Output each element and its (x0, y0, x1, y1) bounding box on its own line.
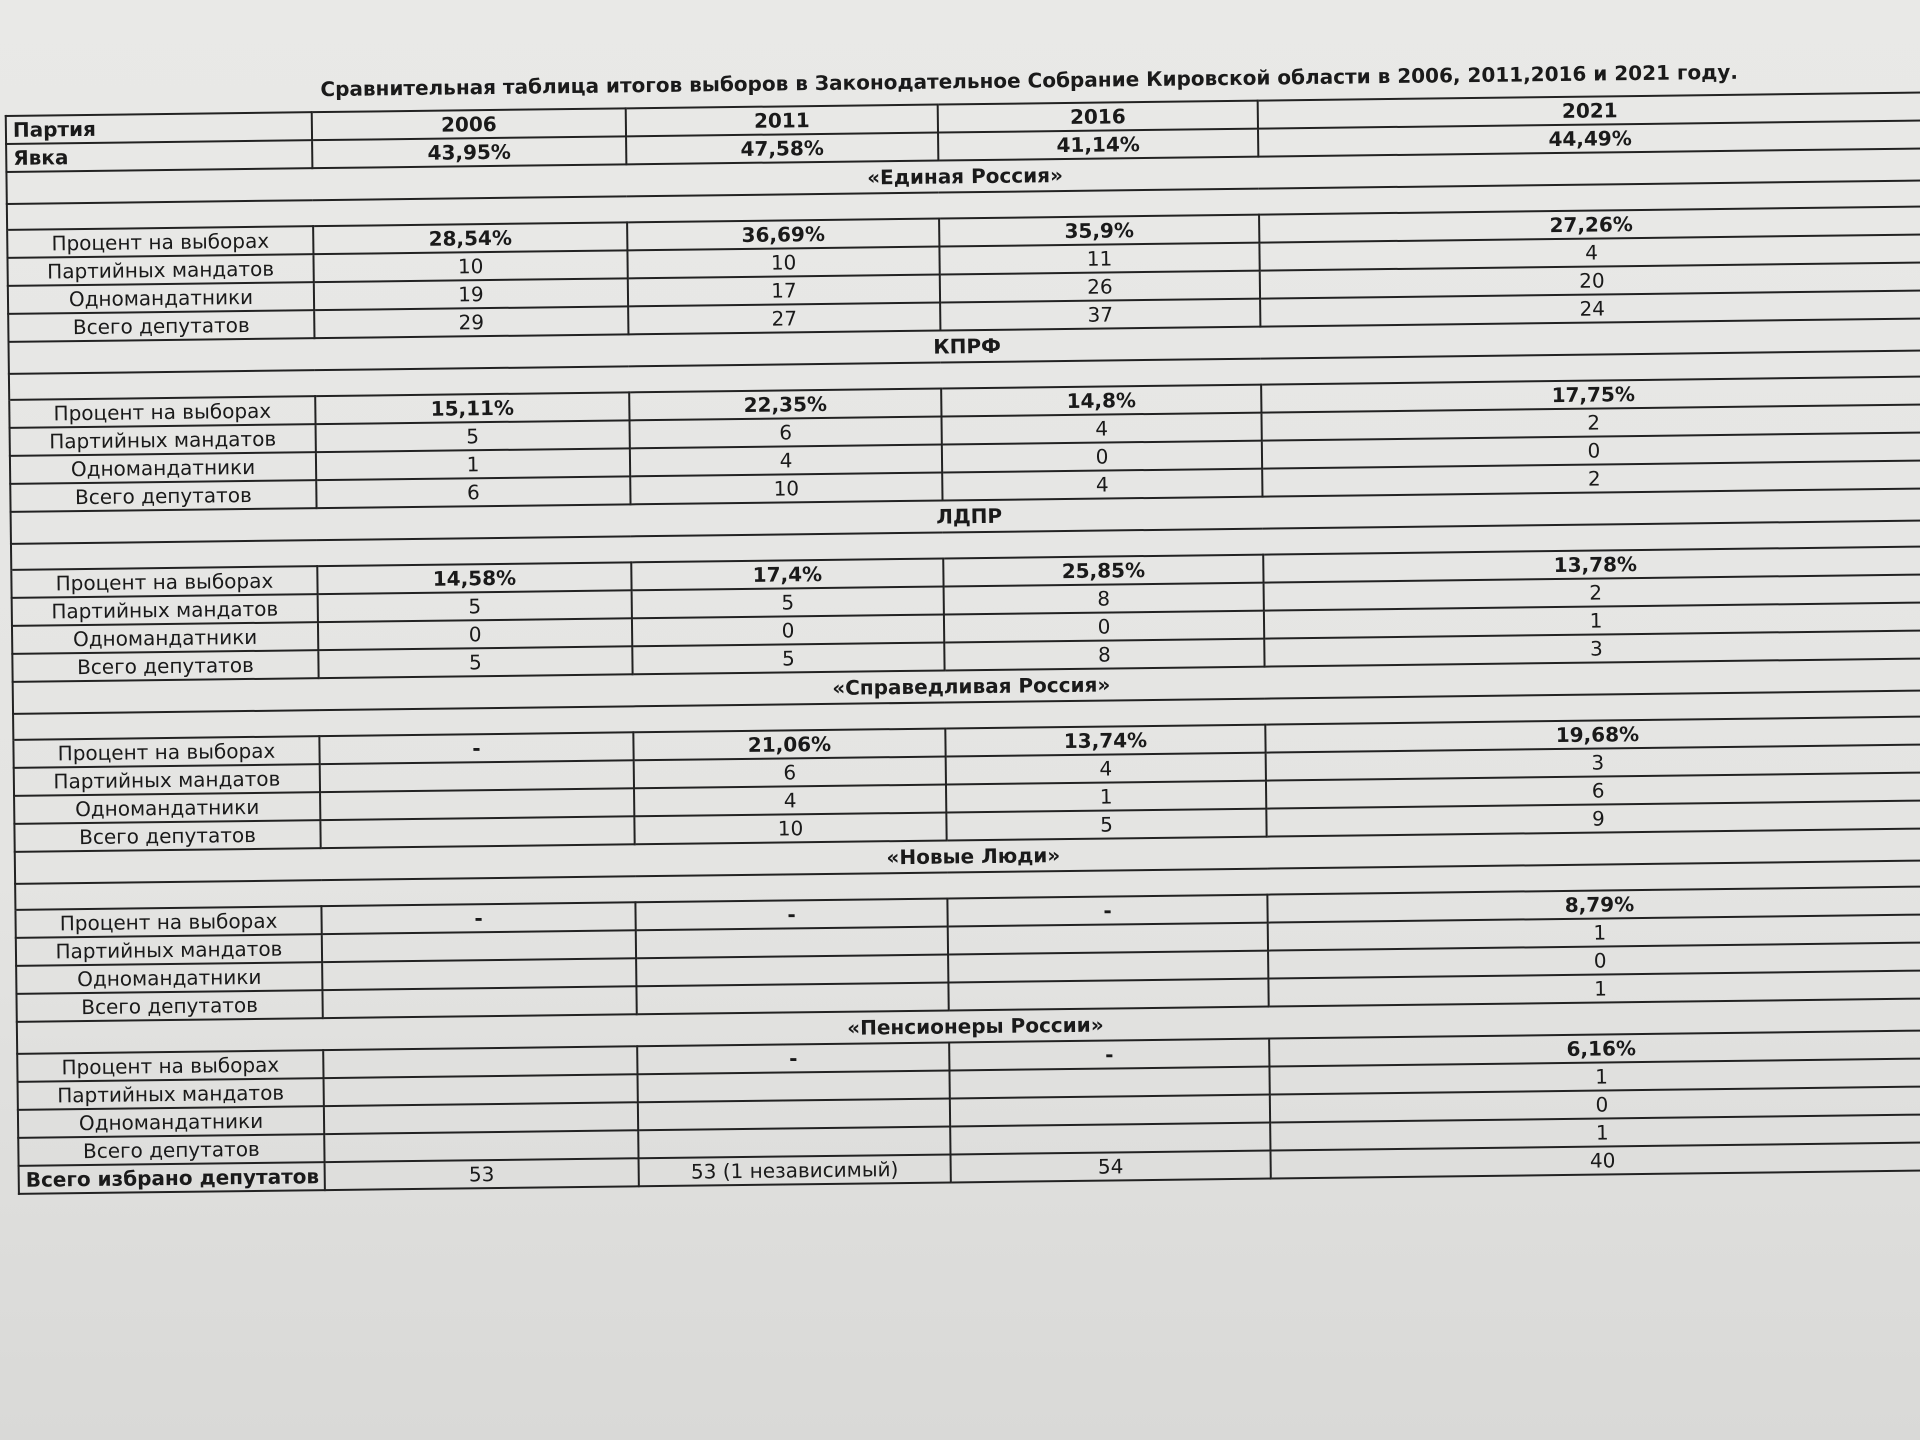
value-cell (948, 951, 1268, 983)
value-cell: 35,9% (939, 215, 1259, 247)
row-label: Процент на выборах (11, 566, 317, 598)
value-cell: 1 (1268, 914, 1920, 950)
value-cell: 2 (1262, 460, 1920, 496)
value-cell: 17,4% (631, 559, 943, 591)
value-cell: 13,78% (1263, 546, 1920, 582)
row-label: Партийных мандатов (7, 254, 313, 286)
row-label: Партийных мандатов (12, 594, 318, 626)
row-label: Всего депутатов (10, 480, 316, 512)
row-label: Одномандатники (8, 282, 314, 314)
value-cell: 4 (942, 469, 1262, 501)
value-cell: 2 (1264, 574, 1920, 610)
value-cell: 0 (1270, 1086, 1920, 1122)
party-name: ЛДПР (11, 488, 1920, 543)
value-cell: 1 (1264, 602, 1920, 638)
value-cell: 3 (1264, 630, 1920, 666)
value-cell: 4 (1259, 235, 1920, 271)
row-label: Партийных мандатов (14, 764, 320, 796)
value-cell (322, 986, 636, 1018)
value-cell: 19,68% (1265, 716, 1920, 752)
value-cell (949, 1067, 1269, 1099)
value-cell (948, 923, 1268, 955)
value-cell: - (637, 1042, 949, 1074)
row-label: Всего депутатов (14, 820, 320, 852)
party-name: КПРФ (9, 319, 1920, 374)
value-cell: 17 (628, 275, 940, 307)
value-cell: 6 (634, 756, 946, 788)
value-cell: 0 (1268, 942, 1920, 978)
value-cell: 0 (942, 441, 1262, 473)
value-cell: - (947, 895, 1267, 927)
value-cell: 6 (630, 417, 942, 449)
value-cell: 28,54% (313, 222, 627, 254)
value-cell: 10 (630, 473, 942, 505)
value-cell: 0 (944, 611, 1264, 643)
value-cell: 2 (1261, 405, 1920, 441)
row-label: Всего депутатов (18, 1134, 324, 1166)
party-name: «Пенсионеры России» (17, 998, 1920, 1053)
value-cell: 1 (1270, 1114, 1920, 1150)
row-label: Партийных мандатов (18, 1078, 324, 1110)
value-cell: 0 (632, 615, 944, 647)
row-label: Одномандатники (18, 1106, 324, 1138)
value-cell: 6 (316, 476, 630, 508)
value-cell: 20 (1260, 263, 1920, 299)
value-cell: - (635, 898, 947, 930)
party-name: «Справедливая Россия» (13, 658, 1920, 713)
row-label: Процент на выборах (17, 1050, 323, 1082)
value-cell: 11 (939, 243, 1259, 275)
value-cell: 26 (940, 271, 1260, 303)
value-cell: 27,26% (1259, 207, 1920, 243)
value-cell (950, 1095, 1270, 1127)
value-cell: 29 (314, 306, 628, 338)
value-cell: 0 (318, 618, 632, 650)
value-cell (638, 1070, 950, 1102)
value-cell: 5 (632, 643, 944, 675)
party-name: «Новые Люди» (15, 828, 1920, 883)
value-cell: 9 (1266, 800, 1920, 836)
value-cell: 8,79% (1267, 886, 1920, 922)
value-cell: 36,69% (627, 219, 939, 251)
turnout-label: Явка (6, 140, 312, 172)
value-cell (636, 982, 948, 1014)
document-title: Сравнительная таблица итогов выборов в Законодательное Собрание Кировской области в 2006, 2011,2016 и 2021 году. (320, 59, 1739, 102)
value-cell (636, 926, 948, 958)
value-cell: 1 (316, 448, 630, 480)
value-cell: 4 (941, 413, 1261, 445)
value-cell (324, 1102, 638, 1134)
value-cell: - (319, 732, 633, 764)
value-cell: 8 (944, 639, 1264, 671)
row-label: Процент на выборах (7, 226, 313, 258)
row-label: Одномандатники (16, 962, 322, 994)
value-cell (324, 1074, 638, 1106)
value-cell: 14,8% (941, 385, 1261, 417)
value-cell: 13,74% (945, 725, 1265, 757)
totals-value: 54 (951, 1151, 1271, 1183)
value-cell: 10 (313, 250, 627, 282)
party-header: Партия (6, 112, 312, 144)
value-cell: 0 (1262, 433, 1920, 469)
value-cell: 5 (318, 590, 632, 622)
value-cell (638, 1126, 950, 1158)
value-cell: 25,85% (943, 555, 1263, 587)
row-label: Одномандатники (14, 792, 320, 824)
value-cell: 15,11% (315, 392, 629, 424)
value-cell: 4 (630, 445, 942, 477)
row-label: Всего депутатов (8, 310, 314, 342)
value-cell (320, 760, 634, 792)
value-cell: 1 (946, 781, 1266, 813)
totals-value: 40 (1270, 1142, 1920, 1178)
value-cell: 3 (1266, 744, 1920, 780)
row-label: Всего депутатов (16, 990, 322, 1022)
value-cell: 19 (314, 278, 628, 310)
row-label: Одномандатники (12, 622, 318, 654)
row-label: Партийных мандатов (10, 424, 316, 456)
value-cell: 10 (627, 247, 939, 279)
value-cell (322, 958, 636, 990)
value-cell (323, 1046, 637, 1078)
value-cell: 24 (1260, 291, 1920, 327)
value-cell: 22,35% (629, 389, 941, 421)
value-cell (636, 954, 948, 986)
turnout-2006: 43,95% (312, 136, 626, 168)
value-cell: 27 (628, 303, 940, 335)
value-cell: 5 (632, 587, 944, 619)
value-cell: 14,58% (317, 562, 631, 594)
value-cell: 1 (1268, 970, 1920, 1006)
value-cell: - (321, 902, 635, 934)
row-label: Одномандатники (10, 452, 316, 484)
value-cell: 17,75% (1261, 377, 1920, 413)
value-cell: 1 (1269, 1058, 1920, 1094)
row-label: Процент на выборах (9, 396, 315, 428)
value-cell: 8 (944, 583, 1264, 615)
election-results-table (5, 92, 1920, 1195)
row-label: Всего депутатов (12, 650, 318, 682)
row-label: Процент на выборах (13, 736, 319, 768)
table-body (6, 93, 1920, 1194)
value-cell (320, 788, 634, 820)
value-cell (948, 979, 1268, 1011)
value-cell: 6,16% (1269, 1030, 1920, 1066)
turnout-2011: 47,58% (626, 133, 938, 165)
totals-value: 53 (325, 1158, 639, 1190)
value-cell: 21,06% (633, 729, 945, 761)
value-cell (322, 930, 636, 962)
row-label: Партийных мандатов (16, 934, 322, 966)
year-header-2011: 2011 (626, 105, 938, 137)
value-cell: - (949, 1039, 1269, 1071)
value-cell (324, 1130, 638, 1162)
value-cell (320, 816, 634, 848)
year-header-2006: 2006 (312, 108, 626, 140)
totals-label: Всего избрано депутатов (19, 1162, 325, 1194)
value-cell: 4 (634, 784, 946, 816)
value-cell: 37 (940, 299, 1260, 331)
row-label: Процент на выборах (15, 906, 321, 938)
value-cell: 10 (634, 812, 946, 844)
value-cell: 4 (946, 753, 1266, 785)
turnout-2021: 44,49% (1258, 121, 1920, 157)
value-cell (638, 1098, 950, 1130)
value-cell: 5 (316, 420, 630, 452)
turnout-2016: 41,14% (938, 129, 1258, 161)
year-header-2016: 2016 (938, 101, 1258, 133)
party-name: «Единая Россия» (6, 149, 1920, 204)
value-cell: 5 (318, 646, 632, 678)
totals-value: 53 (1 независимый) (639, 1154, 951, 1186)
document-sheet (0, 32, 1920, 1195)
value-cell (950, 1123, 1270, 1155)
value-cell: 5 (946, 809, 1266, 841)
value-cell: 6 (1266, 772, 1920, 808)
year-header-2021: 2021 (1258, 93, 1920, 129)
